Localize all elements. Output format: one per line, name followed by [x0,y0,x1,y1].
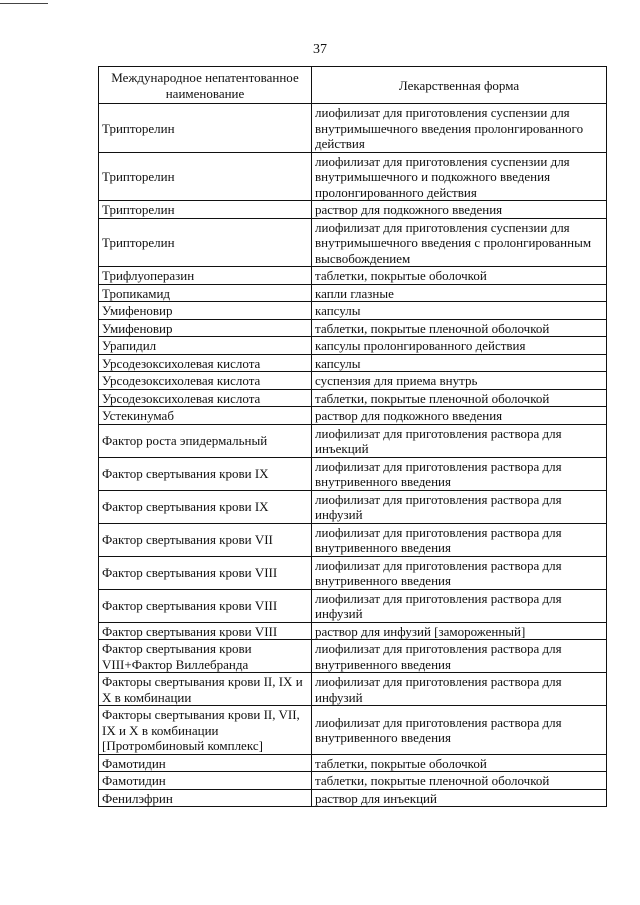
drug-name-cell: Факторы свертывания крови II, IX и X в комбинации [99,673,312,706]
header-inn: Международное непатентованное наименование [99,67,312,104]
table-row [99,556,607,589]
drug-name-cell: Фактор роста эпидермальный [99,424,312,457]
table-row [99,772,607,790]
table-row [99,104,607,153]
dosage-form-cell: капсулы пролонгированного действия [312,337,607,355]
table-row [99,337,607,355]
table-row [99,640,607,673]
table-row [99,490,607,523]
dosage-form-cell: раствор для подкожного введения [312,201,607,219]
table-row [99,622,607,640]
table-row [99,354,607,372]
table-row [99,589,607,622]
drug-name-cell: Трифлуоперазин [99,267,312,285]
drug-name-cell: Урсодезоксихолевая кислота [99,389,312,407]
dosage-form-cell: лиофилизат для приготовления раствора для внутривенного введения [312,457,607,490]
dosage-form-cell: лиофилизат для приготовления раствора для внутривенного введения [312,523,607,556]
drug-name-cell: Фамотидин [99,772,312,790]
table-row [99,523,607,556]
drug-name-cell: Умифеновир [99,319,312,337]
dosage-form-cell: лиофилизат для приготовления суспензии для внутримышечного введения пролонгированного действия [312,104,607,153]
dosage-form-cell: лиофилизат для приготовления суспензии для внутримышечного и подкожного введения пролонгированного действия [312,152,607,201]
drug-table [98,66,607,807]
table-row [99,457,607,490]
dosage-form-cell: раствор для подкожного введения [312,407,607,425]
drug-name-cell: Трипторелин [99,104,312,153]
dosage-form-cell: лиофилизат для приготовления раствора для инфузий [312,589,607,622]
dosage-form-cell: лиофилизат для приготовления раствора для внутривенного введения [312,556,607,589]
drug-name-cell: Фенилэфрин [99,789,312,807]
drug-name-cell: Трипторелин [99,201,312,219]
table-row [99,201,607,219]
table-row [99,319,607,337]
drug-name-cell: Трипторелин [99,152,312,201]
dosage-form-cell: капсулы [312,354,607,372]
drug-name-cell: Фактор свертывания крови VII [99,523,312,556]
header-dosage-form: Лекарственная форма [312,67,607,104]
corner-scan-mark [0,3,48,4]
dosage-form-cell: раствор для инфузий [замороженный] [312,622,607,640]
dosage-form-cell: капли глазные [312,284,607,302]
table-row [99,407,607,425]
page-number: 37 [313,42,327,57]
drug-name-cell: Урсодезоксихолевая кислота [99,372,312,390]
dosage-form-cell: таблетки, покрытые оболочкой [312,754,607,772]
dosage-form-cell: лиофилизат для приготовления раствора для инфузий [312,673,607,706]
drug-name-cell: Фактор свертывания крови IX [99,490,312,523]
dosage-form-cell: лиофилизат для приготовления раствора для внутривенного введения [312,640,607,673]
dosage-form-cell: таблетки, покрытые пленочной оболочкой [312,389,607,407]
dosage-form-cell: лиофилизат для приготовления раствора для внутривенного введения [312,706,607,755]
table-row [99,218,607,267]
dosage-form-cell: суспензия для приема внутрь [312,372,607,390]
dosage-form-cell: таблетки, покрытые оболочкой [312,267,607,285]
drug-name-cell: Фактор свертывания крови VIII [99,622,312,640]
drug-table-container [98,66,606,807]
drug-name-cell: Фамотидин [99,754,312,772]
table-row [99,302,607,320]
table-row [99,284,607,302]
dosage-form-cell: капсулы [312,302,607,320]
drug-name-cell: Фактор свертывания крови VIII [99,556,312,589]
drug-name-cell: Урсодезоксихолевая кислота [99,354,312,372]
dosage-form-cell: лиофилизат для приготовления суспензии для внутримышечного введения с пролонгированным высвобождением [312,218,607,267]
drug-name-cell: Тропикамид [99,284,312,302]
dosage-form-cell: таблетки, покрытые пленочной оболочкой [312,772,607,790]
table-row [99,754,607,772]
table-row [99,389,607,407]
table-row [99,424,607,457]
table-row [99,152,607,201]
dosage-form-cell: лиофилизат для приготовления раствора для инфузий [312,490,607,523]
drug-name-cell: Факторы свертывания крови II, VII, IX и X в комбинации [Протромбиновый комплекс] [99,706,312,755]
dosage-form-cell: таблетки, покрытые пленочной оболочкой [312,319,607,337]
table-row [99,673,607,706]
table-row [99,372,607,390]
drug-name-cell: Фактор свертывания крови VIII+Фактор Виллебранда [99,640,312,673]
table-row [99,706,607,755]
table-row [99,789,607,807]
drug-name-cell: Фактор свертывания крови IX [99,457,312,490]
table-header-row [99,67,607,104]
table-row [99,267,607,285]
table-body [99,104,607,807]
drug-name-cell: Устекинумаб [99,407,312,425]
dosage-form-cell: лиофилизат для приготовления раствора для инъекций [312,424,607,457]
drug-name-cell: Фактор свертывания крови VIII [99,589,312,622]
dosage-form-cell: раствор для инъекций [312,789,607,807]
drug-name-cell: Умифеновир [99,302,312,320]
drug-name-cell: Трипторелин [99,218,312,267]
drug-name-cell: Урапидил [99,337,312,355]
